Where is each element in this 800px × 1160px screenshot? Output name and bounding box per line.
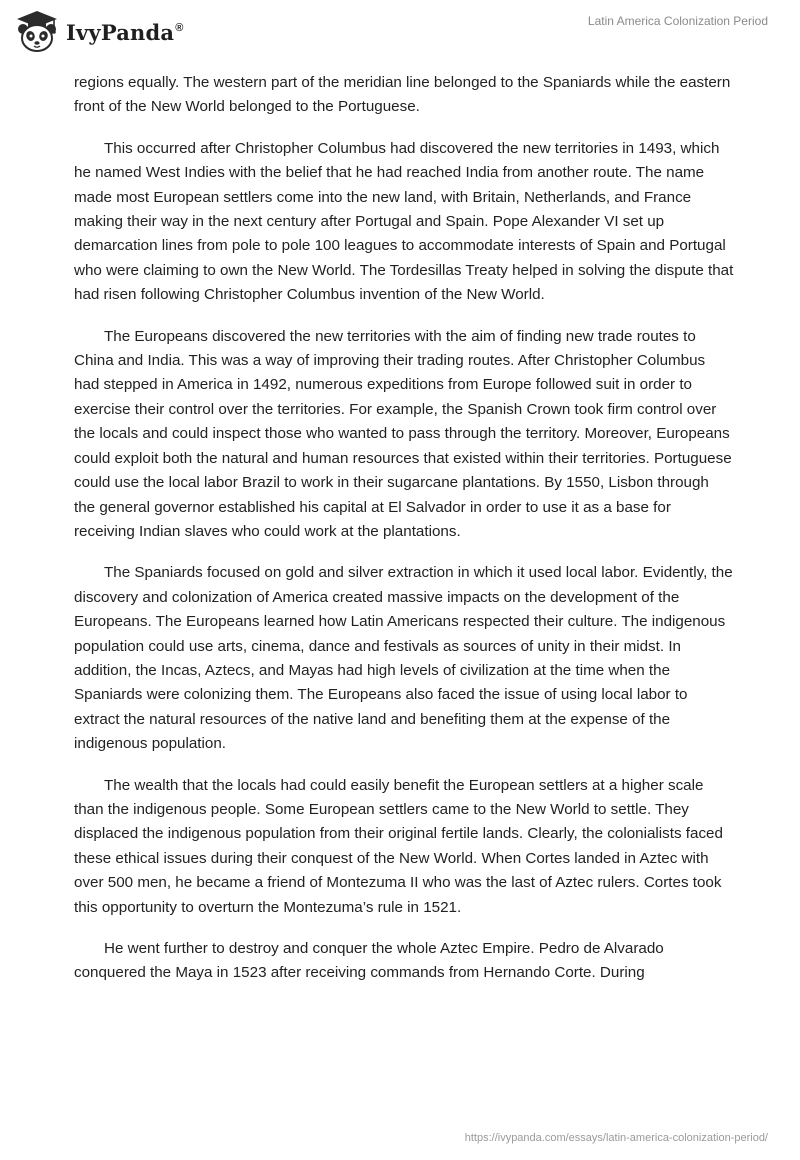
source-url-link[interactable]: https://ivypanda.com/essays/latin-america-colonization-period/ — [464, 1132, 768, 1144]
paragraph: The Europeans discovered the new territories with the aim of finding new trade routes to China and India. This was a way of improving their trading routes. After Christopher Columbus had stepped in America in 1492, numerous expeditions from Europe followed suit in order to exercise their control over the territories. For example, the Spanish Crown took firm control over the locals and could inspect those who wanted to pass through the territory. Moreover, Europeans could exploit both the natural and human resources that existed within their territories. Portuguese could use the local labor Brazil to work in their sugarcane plantations. By 1550, Lisbon through the general governor established his capital at El Salvador in order to use it as a base for receiving Indian slaves who could work at the plantations. — [74, 327, 732, 540]
paragraph: The wealth that the locals had could easily benefit the European settlers at a higher scale than the indigenous people. Some European settlers came to the New World to settle. They displaced the indigenous population from their original fertile lands. Clearly, the colonialists faced these ethical issues during their conquest of the New World. When Cortes landed in Aztec with over 500 men, he became a friend of Montezuma II who was the last of Aztec rulers. Cortes took this opportunity to overturn the Montezuma’s rule in 1521. — [74, 776, 723, 916]
paragraph: This occurred after Christopher Columbus had discovered the new territories in 1493, which he named West Indies with the belief that he had reached India from another route. The name made most European settlers come into the new land, with Britain, Netherlands, and France making their way in the next century after Portugal and Spain. Pope Alexander VI set up demarcation lines from pole to pole 100 leagues to accommodate interests of Spain and Portugal who were claiming to own the New World. The Tordesillas Treaty helped in solving the dispute that had risen following Christopher Columbus invention of the New World. — [74, 139, 734, 304]
panda-graduate-icon — [14, 9, 60, 55]
paragraph: The Spaniards focused on gold and silver extraction in which it used local labor. Evidently, the discovery and colonization of America created massive impacts on the development of the Europeans. The Europeans learned how Latin Americans respected their culture. The indigenous population could use arts, cinema, dance and festivals as sources of unity in their midst. In addition, the Incas, Aztecs, and Mayas had high levels of civilization at the time when the Spaniards were colonizing them. The Europeans also faced the issue of using local labor to extract the natural resources of the native land and benefiting them at the expense of the indigenous population. — [74, 564, 733, 753]
page-header — [0, 0, 800, 64]
document-title: Latin America Colonization Period — [587, 14, 768, 28]
essay-body — [74, 71, 734, 1003]
ivypanda-logo[interactable] — [14, 8, 234, 56]
paragraph: He went further to destroy and conquer the whole Aztec Empire. Pedro de Alvarado conquered the Maya in 1523 after receiving commands from Hernando Corte. During — [74, 940, 664, 982]
paragraph: regions equally. The western part of the meridian line belonged to the Spaniards while the eastern front of the New World belonged to the Portuguese. — [74, 74, 731, 116]
logo-wordmark: IvyPanda® — [66, 19, 184, 45]
